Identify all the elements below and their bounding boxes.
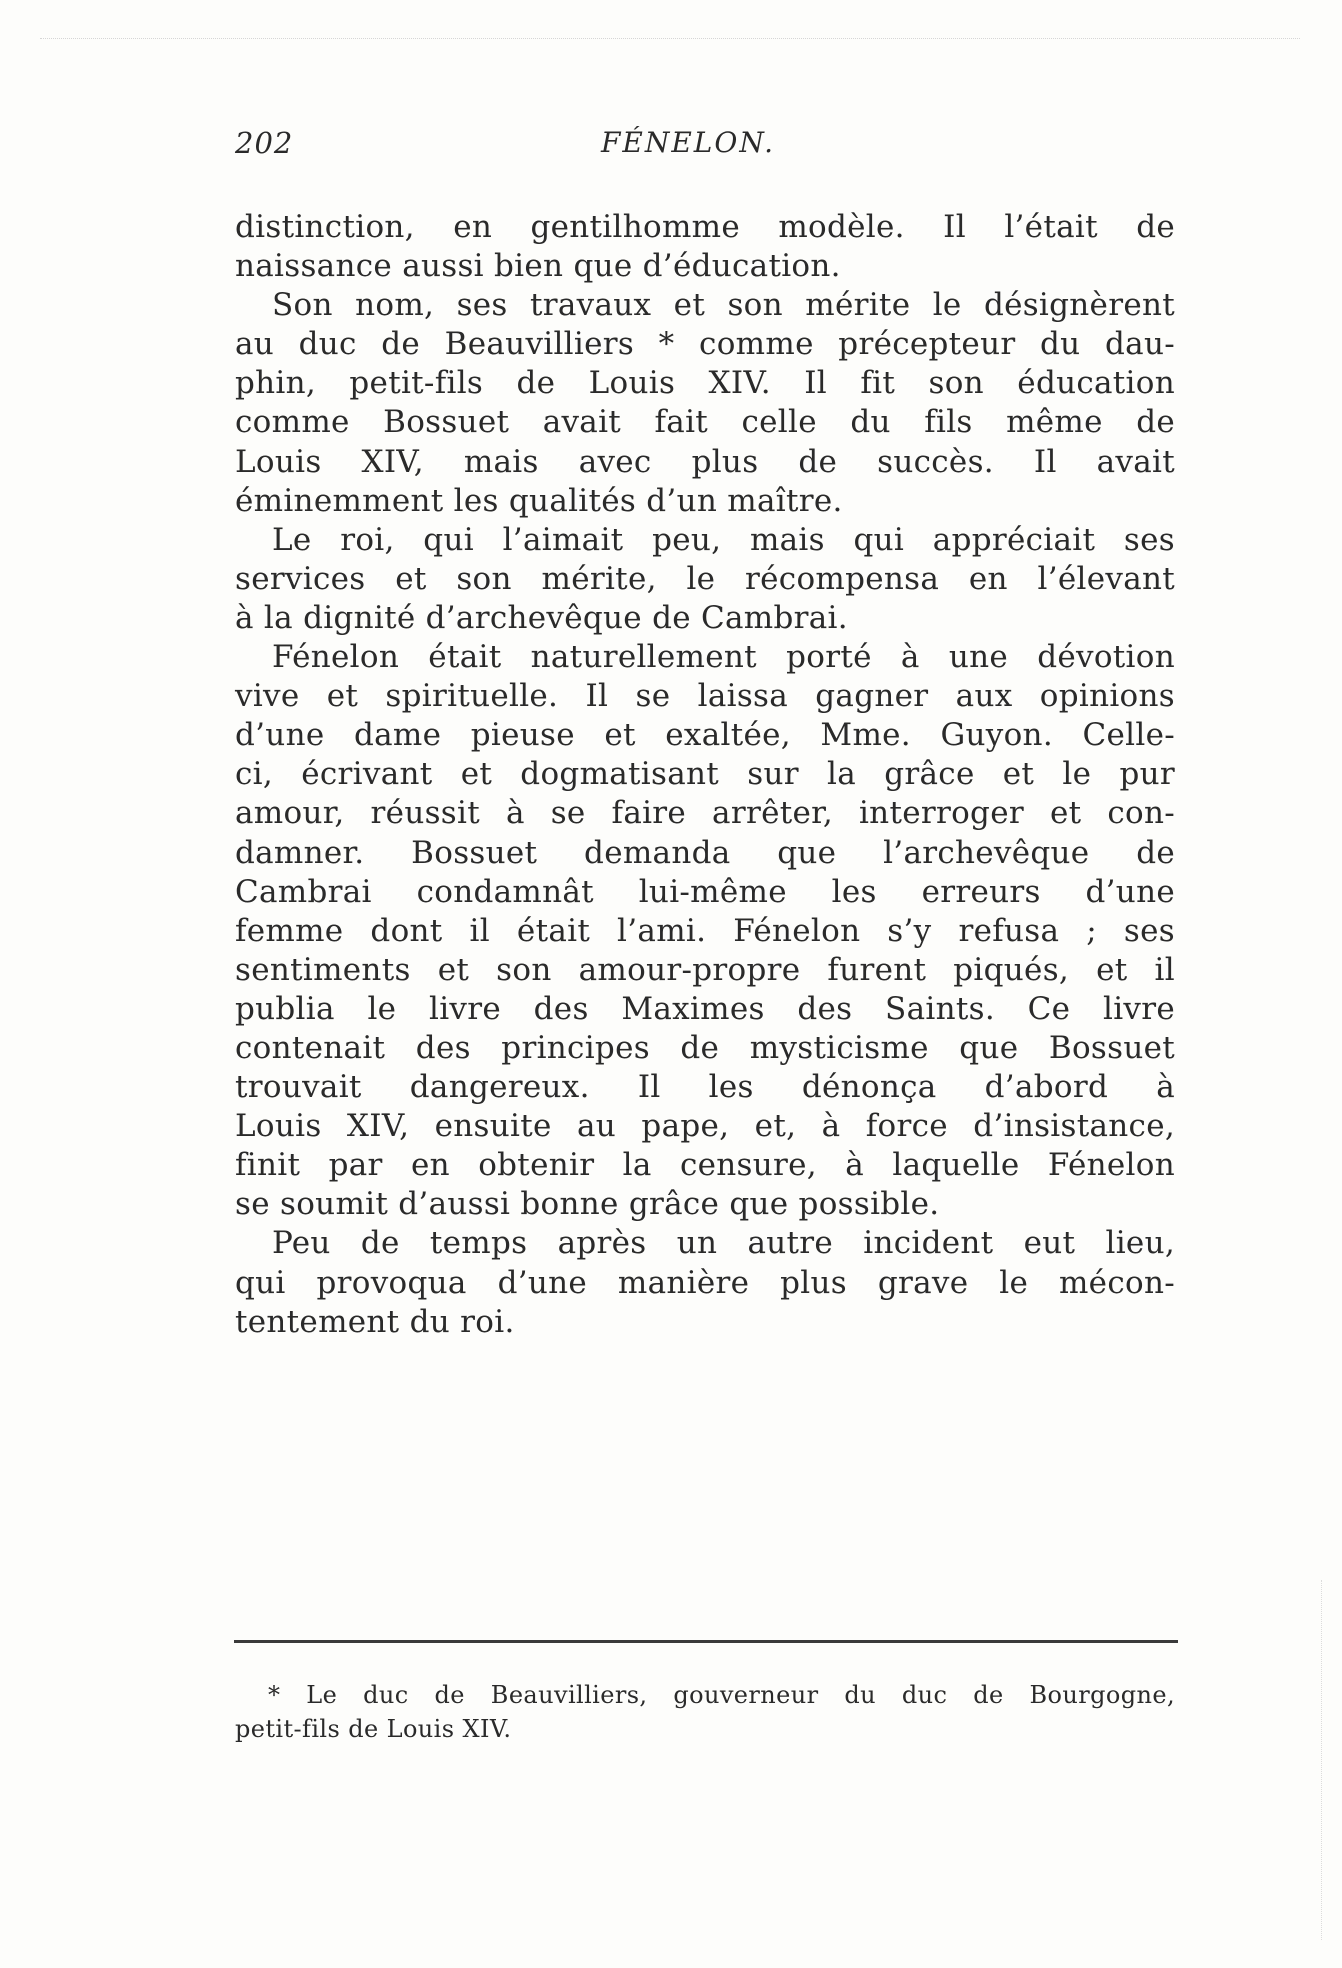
footnote-line: petit-fils de Louis XIV. <box>235 1715 512 1743</box>
text-line: distinction, en gentilhomme modèle. Il l’était de <box>235 209 1175 245</box>
text-line: vive et spirituelle. Il se laissa gagner aux opinions <box>235 678 1175 715</box>
text-line: amour, réussit à se faire arrêter, interroger et con- <box>235 795 1175 832</box>
text-line: d’une dame pieuse et exaltée, Mme. Guyon. Celle- <box>235 717 1175 754</box>
text-line: damner. Bossuet demanda que l’archevêque de <box>235 834 1175 871</box>
paragraph-start-line: Peu de temps après un autre incident eut lieu, <box>272 1225 1175 1262</box>
text-line: naissance aussi bien que d’éducation. <box>235 248 841 285</box>
text-line: Cambrai condamnât lui-même les erreurs d’une <box>235 873 1175 910</box>
page-number: 202 <box>235 126 294 160</box>
text-line: trouvait dangereux. Il les dénonça d’abord à <box>235 1069 1175 1106</box>
text-line: qui provoqua d’une manière plus grave le mécon- <box>235 1264 1175 1301</box>
text-line: à la dignité d’archevêque de Cambrai. <box>235 599 848 636</box>
paragraph-start-line: Le roi, qui l’aimait peu, mais qui appréciait ses <box>272 521 1175 558</box>
text-line: services et son mérite, le récompensa en l’élevant <box>235 560 1175 597</box>
text-line: ci, écrivant et dogmatisant sur la grâce et le pur <box>235 756 1175 793</box>
text-line: éminemment les qualités d’un maître. <box>235 482 843 519</box>
paragraph-start-line: Fénelon était naturellement porté à une dévotion <box>272 639 1175 676</box>
scan-noise <box>40 38 1300 39</box>
text-line: comme Bossuet avait fait celle du fils même de <box>235 404 1175 441</box>
text-line: se soumit d’aussi bonne grâce que possible. <box>235 1186 940 1223</box>
body-text <box>235 208 1175 1342</box>
footnote <box>235 1678 1175 1746</box>
text-line: phin, petit-fils de Louis XIV. Il fit son éducation <box>235 365 1175 402</box>
running-head <box>235 126 1175 166</box>
paragraph-start-line: Son nom, ses travaux et son mérite le désignèrent <box>272 287 1175 324</box>
running-title: FÉNELON. <box>601 126 775 159</box>
text-line: au duc de Beauvilliers * comme précepteur du dau- <box>235 326 1175 363</box>
text-line: Louis XIV, mais avec plus de succès. Il avait <box>235 443 1175 480</box>
text-line: Louis XIV, ensuite au pape, et, à force d’insistance, <box>235 1108 1175 1145</box>
footnote-divider <box>234 1640 1178 1643</box>
text-line: femme dont il était l’ami. Fénelon s’y refusa ; ses <box>235 912 1175 949</box>
text-line: finit par en obtenir la censure, à laquelle Fénelon <box>235 1147 1175 1184</box>
text-line: publia le livre des Maximes des Saints. Ce livre <box>235 990 1175 1027</box>
text-line: tentement du roi. <box>235 1303 515 1340</box>
footnote-line: * Le duc de Beauvilliers, gouverneur du duc de Bourgogne, <box>268 1681 1175 1709</box>
text-line: contenait des principes de mysticisme que Bossuet <box>235 1029 1175 1066</box>
scan-noise <box>1321 1580 1322 1940</box>
text-line: sentiments et son amour-propre furent piqués, et il <box>235 951 1175 988</box>
